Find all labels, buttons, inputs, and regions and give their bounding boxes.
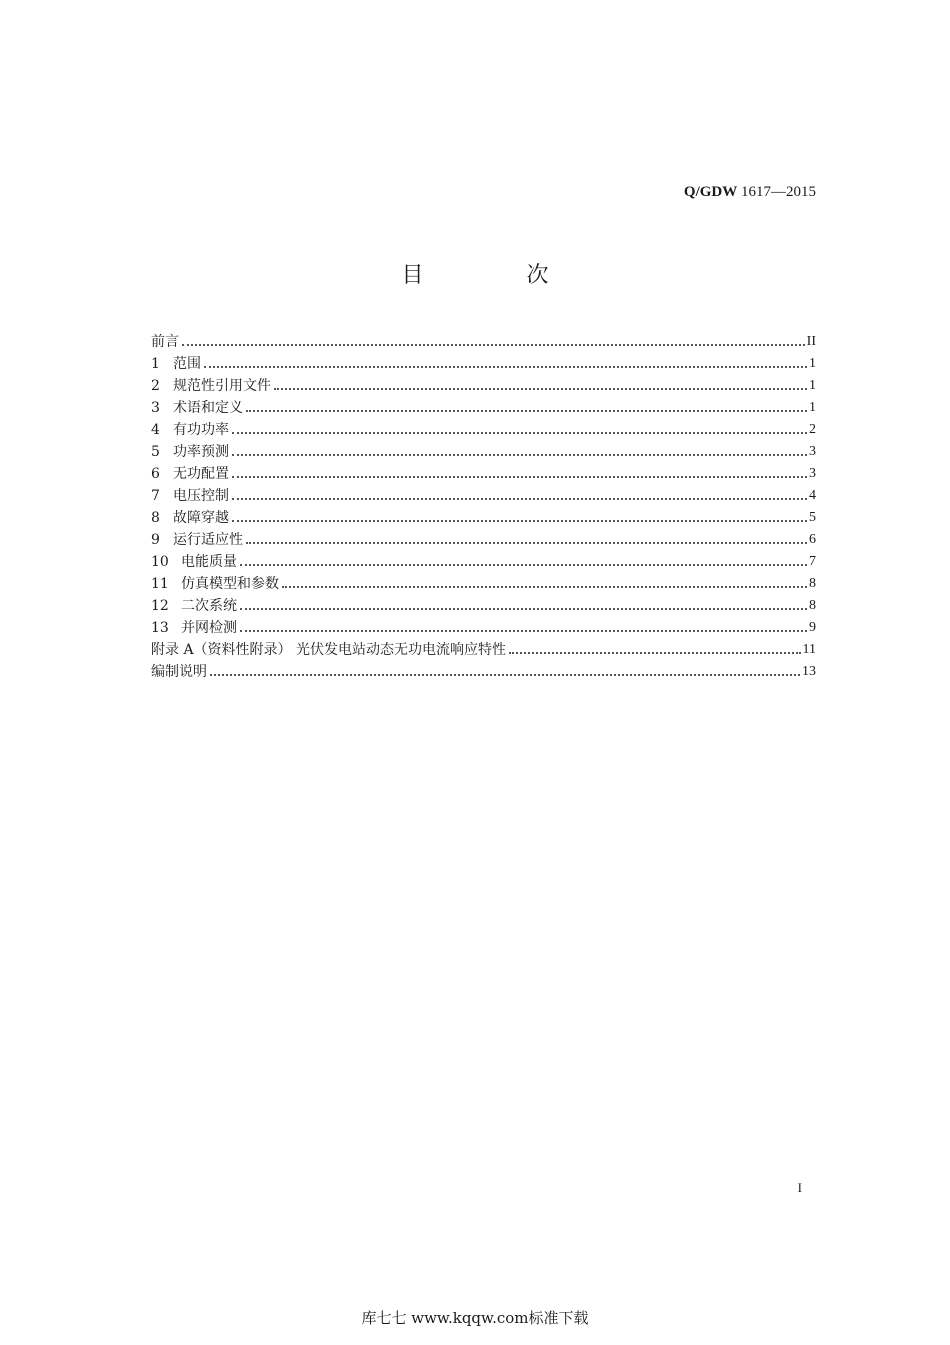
toc-entry-number: 6 (151, 466, 160, 482)
toc-entry-page: II (806, 334, 816, 349)
toc-entry[interactable] (151, 485, 816, 507)
toc-dot-leader (232, 454, 807, 456)
toc-entry-number: 9 (151, 532, 160, 548)
toc-entry-number: 10 (151, 554, 169, 570)
toc-dot-leader (240, 630, 807, 632)
toc-entry-label: 电能质量 (181, 554, 237, 570)
toc-dot-leader (232, 432, 807, 434)
toc-entry-label: 仿真模型和参数 (181, 576, 279, 592)
toc-entry-page: 7 (809, 554, 816, 569)
toc-entry-label: 二次系统 (181, 598, 237, 614)
toc-entry-label: 无功配置 (173, 466, 229, 482)
standard-code-prefix: Q/GDW (683, 184, 738, 200)
toc-entry-page: 11 (802, 642, 816, 657)
toc-entry-number: 3 (151, 400, 160, 416)
toc-entry-label: 运行适应性 (173, 532, 243, 548)
toc-dot-leader (182, 344, 805, 346)
toc-dot-leader (232, 498, 807, 500)
toc-entry-number: 5 (151, 444, 160, 460)
toc-entry-page: 2 (809, 422, 816, 437)
toc-entry-page: 4 (809, 488, 816, 503)
table-of-contents (151, 331, 816, 683)
toc-entry-label: 并网检测 (181, 620, 237, 636)
toc-entry-page: 3 (809, 444, 816, 459)
toc-entry-number: 2 (151, 378, 160, 394)
toc-entry[interactable] (151, 639, 816, 661)
toc-dot-leader (274, 388, 807, 390)
toc-entry-number: 1 (151, 356, 160, 372)
toc-entry-label: 编制说明 (151, 664, 207, 680)
toc-entry[interactable] (151, 353, 816, 375)
toc-entry[interactable] (151, 375, 816, 397)
toc-entry[interactable] (151, 595, 816, 617)
toc-entry-number: 4 (151, 422, 160, 438)
toc-entry[interactable] (151, 441, 816, 463)
toc-dot-leader (210, 674, 800, 676)
toc-entry[interactable] (151, 661, 816, 683)
toc-entry-label: 故障穿越 (173, 510, 229, 526)
standard-code (684, 184, 816, 201)
toc-dot-leader (240, 564, 807, 566)
standard-code-number: 1617—2015 (741, 184, 816, 200)
toc-entry-page: 5 (809, 510, 816, 525)
toc-entry-number: 11 (151, 576, 169, 592)
toc-dot-leader (246, 410, 807, 412)
toc-entry-page: 6 (809, 532, 816, 547)
toc-entry-page: 1 (809, 378, 816, 393)
footer-watermark: 库七七 www.kqqw.com标准下载 (361, 1309, 589, 1327)
toc-dot-leader (509, 652, 801, 654)
toc-entry-label: 术语和定义 (173, 400, 243, 416)
toc-entry-label: 前言 (151, 334, 179, 350)
toc-entry-label: 范围 (173, 356, 201, 372)
toc-entry-label: 功率预测 (173, 444, 229, 460)
toc-dot-leader (204, 366, 807, 368)
toc-entry-page: 8 (809, 576, 816, 591)
toc-entry[interactable] (151, 617, 816, 639)
toc-entry-page: 1 (809, 356, 816, 371)
toc-entry-page: 1 (809, 400, 816, 415)
toc-entry-number: 12 (151, 598, 169, 614)
toc-entry[interactable] (151, 529, 816, 551)
toc-entry-number: 13 (151, 620, 169, 636)
toc-dot-leader (246, 542, 807, 544)
toc-dot-leader (232, 520, 807, 522)
page-number: I (797, 1180, 802, 1195)
toc-entry-page: 9 (809, 620, 816, 635)
toc-entry[interactable] (151, 507, 816, 529)
toc-dot-leader (282, 586, 807, 588)
toc-entry[interactable] (151, 573, 816, 595)
toc-entry-number: 7 (151, 488, 160, 504)
toc-entry[interactable] (151, 463, 816, 485)
toc-entry[interactable] (151, 419, 816, 441)
toc-dot-leader (232, 476, 807, 478)
toc-entry-number: 8 (151, 510, 160, 526)
page-title: 目 次 (401, 263, 597, 288)
toc-entry[interactable] (151, 331, 816, 353)
toc-entry-label: 电压控制 (173, 488, 229, 504)
toc-entry[interactable] (151, 551, 816, 573)
toc-entry-page: 3 (809, 466, 816, 481)
toc-entry-page: 8 (809, 598, 816, 613)
toc-entry-label: 附录 A（资料性附录） 光伏发电站动态无功电流响应特性 (151, 642, 507, 658)
toc-entry[interactable] (151, 397, 816, 419)
toc-entry-page: 13 (802, 664, 816, 679)
toc-dot-leader (240, 608, 807, 610)
toc-entry-label: 有功功率 (173, 422, 229, 438)
toc-entry-label: 规范性引用文件 (173, 378, 271, 394)
